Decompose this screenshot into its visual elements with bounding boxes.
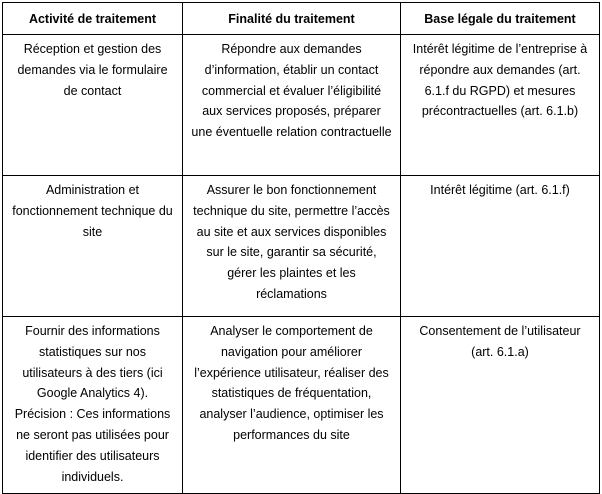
data-processing-table xyxy=(2,2,600,494)
cell-base-legale-text: Consentement de l’utilisateur (art. 6.1.a) xyxy=(419,324,581,359)
cell-activite xyxy=(3,176,183,317)
header-base-legale: Base légale du traitement xyxy=(401,3,600,35)
cell-base-legale xyxy=(401,176,600,317)
cell-activite-text: Fournir des informations statistiques sur nos utilisateurs à des tiers (ici Google Analytics 4). Précision : Ces informations ne seront pas utilisées pour identifier des utilisateurs individuels. xyxy=(14,324,171,484)
cell-activite xyxy=(3,35,183,176)
cell-finalite-text: Assurer le bon fonctionnement technique du site, permettre l’accès au site et aux services disponibles sur le site, garantir sa sécurité, gérer les plaintes et les réclamations xyxy=(193,183,390,301)
header-activite: Activité de traitement xyxy=(3,3,183,35)
cell-finalite xyxy=(183,176,401,317)
cell-finalite xyxy=(183,35,401,176)
cell-activite-text: Réception et gestion des demandes via le formulaire de contact xyxy=(17,42,168,98)
cell-activite xyxy=(3,317,183,494)
table-row xyxy=(3,317,600,494)
cell-finalite xyxy=(183,317,401,494)
cell-base-legale xyxy=(401,35,600,176)
table-header-row xyxy=(3,3,600,35)
table-row xyxy=(3,35,600,176)
cell-base-legale-text: Intérêt légitime (art. 6.1.f) xyxy=(430,183,570,197)
cell-finalite-text: Répondre aux demandes d’information, établir un contact commercial et évaluer l’éligibilité aux services proposés, préparer une éventuelle relation contractuelle xyxy=(191,42,392,140)
cell-finalite-text: Analyser le comportement de navigation pour améliorer l’expérience utilisateur, réaliser des statistiques de fréquentation, analyser l’audience, optimiser les performances du site xyxy=(194,324,389,442)
cell-base-legale xyxy=(401,317,600,494)
table-row xyxy=(3,176,600,317)
cell-activite-text: Administration et fonctionnement technique du site xyxy=(12,183,173,239)
cell-base-legale-text: Intérêt légitime de l’entreprise à répondre aux demandes (art. 6.1.f du RGPD) et mesures précontractuelles (art. 6.1.b) xyxy=(412,42,588,119)
header-finalite: Finalité du traitement xyxy=(183,3,401,35)
